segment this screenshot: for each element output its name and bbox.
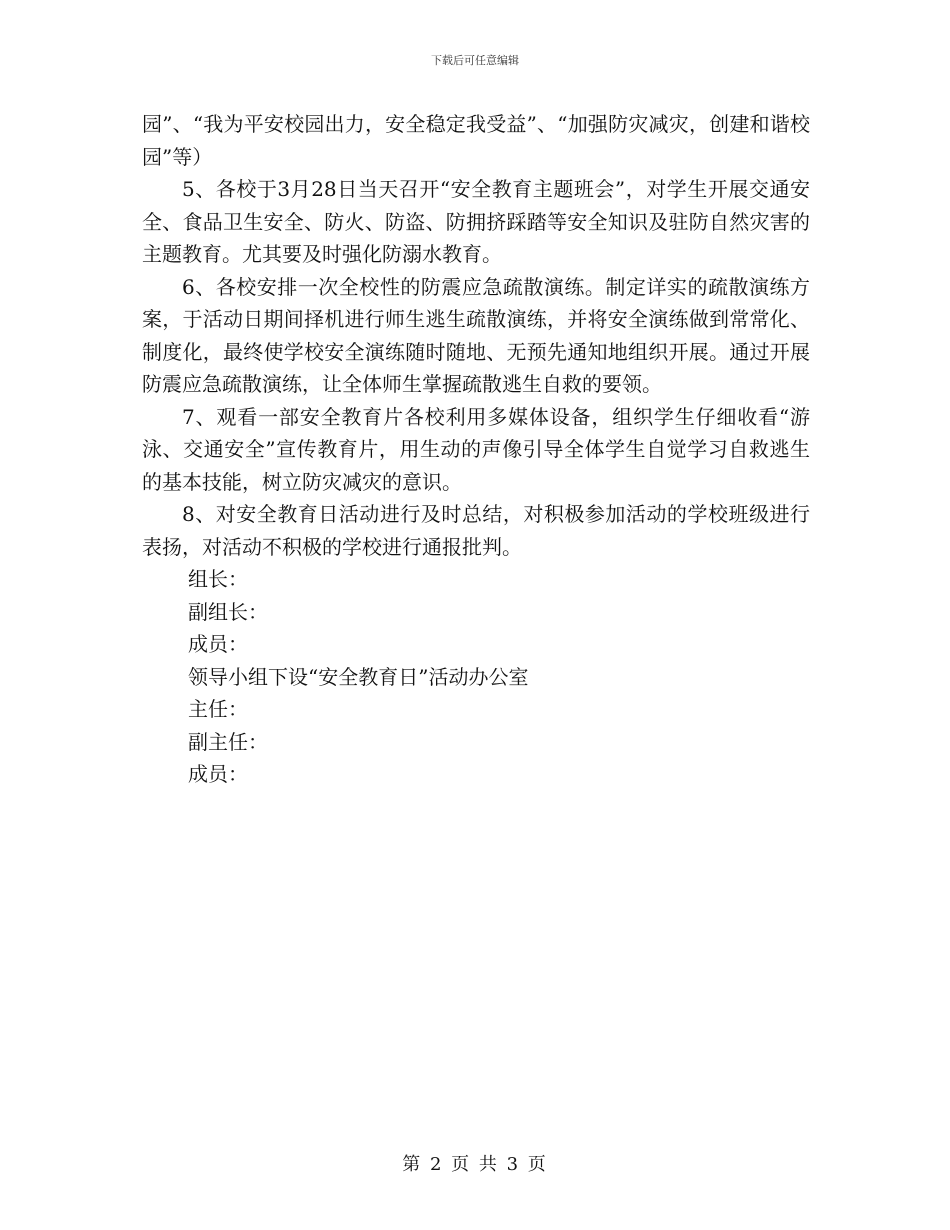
office-members-line: 成员： xyxy=(188,762,248,786)
deputy-group-leader-line: 副组长： xyxy=(188,599,268,624)
paragraph-item-6: 6、各校安排一次全校性的防震应急疏散演练。制定详实的疏散演练方案，于活动日期间择机进行师生逃生疏散演练，并将安全演练做到常常化、制度化，最终使学校安全演练随时随地、无预先通知地组织开展。通过开展防震应急疏散演练，让全体师生掌握疏散逃生自救的要领。 xyxy=(142,274,810,396)
paragraph-item-7: 7、观看一部安全教育片各校利用多媒体设备，组织学生仔细收看“游泳、交通安全”宣传教育片，用生动的声像引导全体学生自觉学习自救逃生的基本技能，树立防灾减灾的意识。 xyxy=(142,404,810,494)
document-body xyxy=(142,108,810,791)
group-leader-line: 组长： xyxy=(188,567,248,591)
header-note: 下载后可任意编辑 xyxy=(431,54,519,67)
director-line: 主任： xyxy=(188,697,248,721)
deputy-director-line: 副主任： xyxy=(188,729,268,754)
group-members-line: 成员： xyxy=(188,632,248,656)
page-number: 第 2 页 共 3 页 xyxy=(402,1154,548,1175)
paragraph-item-8: 8、对安全教育日活动进行及时总结，对积极参加活动的学校班级进行表扬，对活动不积极的学校进行通报批判。 xyxy=(142,502,810,559)
paragraph-item-5: 5、各校于3月28日当天召开“安全教育主题班会”，对学生开展交通安全、食品卫生安全、防火、防盗、防拥挤踩踏等安全知识及驻防自然灾害的主题教育。尤其要及时强化防溺水教育。 xyxy=(142,177,810,266)
paragraph-continued: 园”、“我为平安校园出力，安全稳定我受益”、“加强防灾减灾，创建和谐校园”等） xyxy=(142,112,810,169)
office-setup-line: 领导小组下设“安全教育日”活动办公室 xyxy=(188,664,529,689)
